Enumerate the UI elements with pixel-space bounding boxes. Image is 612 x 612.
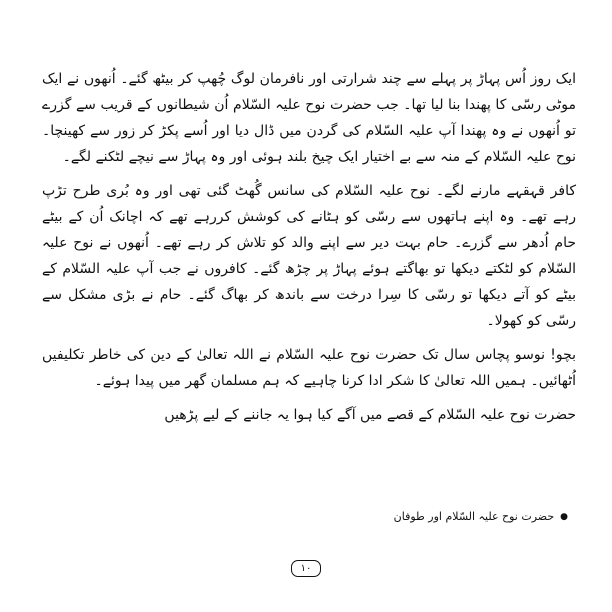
paragraph-4: حضرت نوح علیہ السّلام کے قصے میں آگے کیا ہوا یہ جاننے کے لیے پڑھیں — [164, 407, 576, 423]
page-number: ۱۰ — [291, 560, 321, 577]
next-story-title: حضرت نوح علیہ السّلام اور طوفان — [393, 510, 555, 523]
paragraph-2: کافر قہقہے مارنے لگے۔ نوح علیہ السّلام کی سانس گُھٹ گئی تھی اور وہ بُری طرح تڑپ رہے تھے۔ وہ اپنے ہاتھوں سے رسّی کو ہٹانے کی کوشش کررہے تھے کہ اچانک اُن کے بیٹے حام اُدھر سے گزرے۔ حام بہت دیر سے اپنے والد کو تلاش کر رہے تھے۔ اُنھوں نے نوح علیہ السّلام کو لٹکتے دیکھا تو بھاگتے ہوئے پہاڑ پر چڑھ گئے۔ کافروں نے جب آپ علیہ السّلام کے بیٹے کو آتے دیکھا تو رسّی کا سِرا درخت سے باندھ کر بھاگ گئے۔ حام نے بڑی مشکل سے رسّی کو کھولا۔ — [42, 183, 576, 329]
bullet-icon: ● — [560, 511, 568, 522]
paragraph-3: بچو! نوسو پچاس سال تک حضرت نوح علیہ السّلام نے اللہ تعالیٰ کے دین کی خاطر تکلیفیں اُٹھائیں۔ ہمیں اللہ تعالیٰ کا شکر ادا کرنا چاہیے کہ ہم مسلمان گھر میں پیدا ہوئے۔ — [42, 347, 576, 389]
next-story-reference — [394, 510, 568, 523]
story-text — [42, 66, 576, 436]
paragraph-1: ایک روز اُس پہاڑ پر پہلے سے چند شرارتی اور نافرمان لوگ چُھپ کر بیٹھ گئے۔ اُنھوں نے ایک موٹی رسّی کا پھندا بنا لیا تھا۔ جب حضرت نوح علیہ السّلام اُن شیطانوں کے قریب سے گزرے تو اُنھوں نے وہ پھندا آپ علیہ السّلام کی گردن میں ڈال دیا اور اُسے پکڑ کر زور سے کھینچا۔ نوح علیہ السّلام کے منہ سے بے اختیار ایک چیخ بلند ہوئی اور وہ پہاڑ سے نیچے لٹکنے لگے۔ — [42, 71, 576, 165]
